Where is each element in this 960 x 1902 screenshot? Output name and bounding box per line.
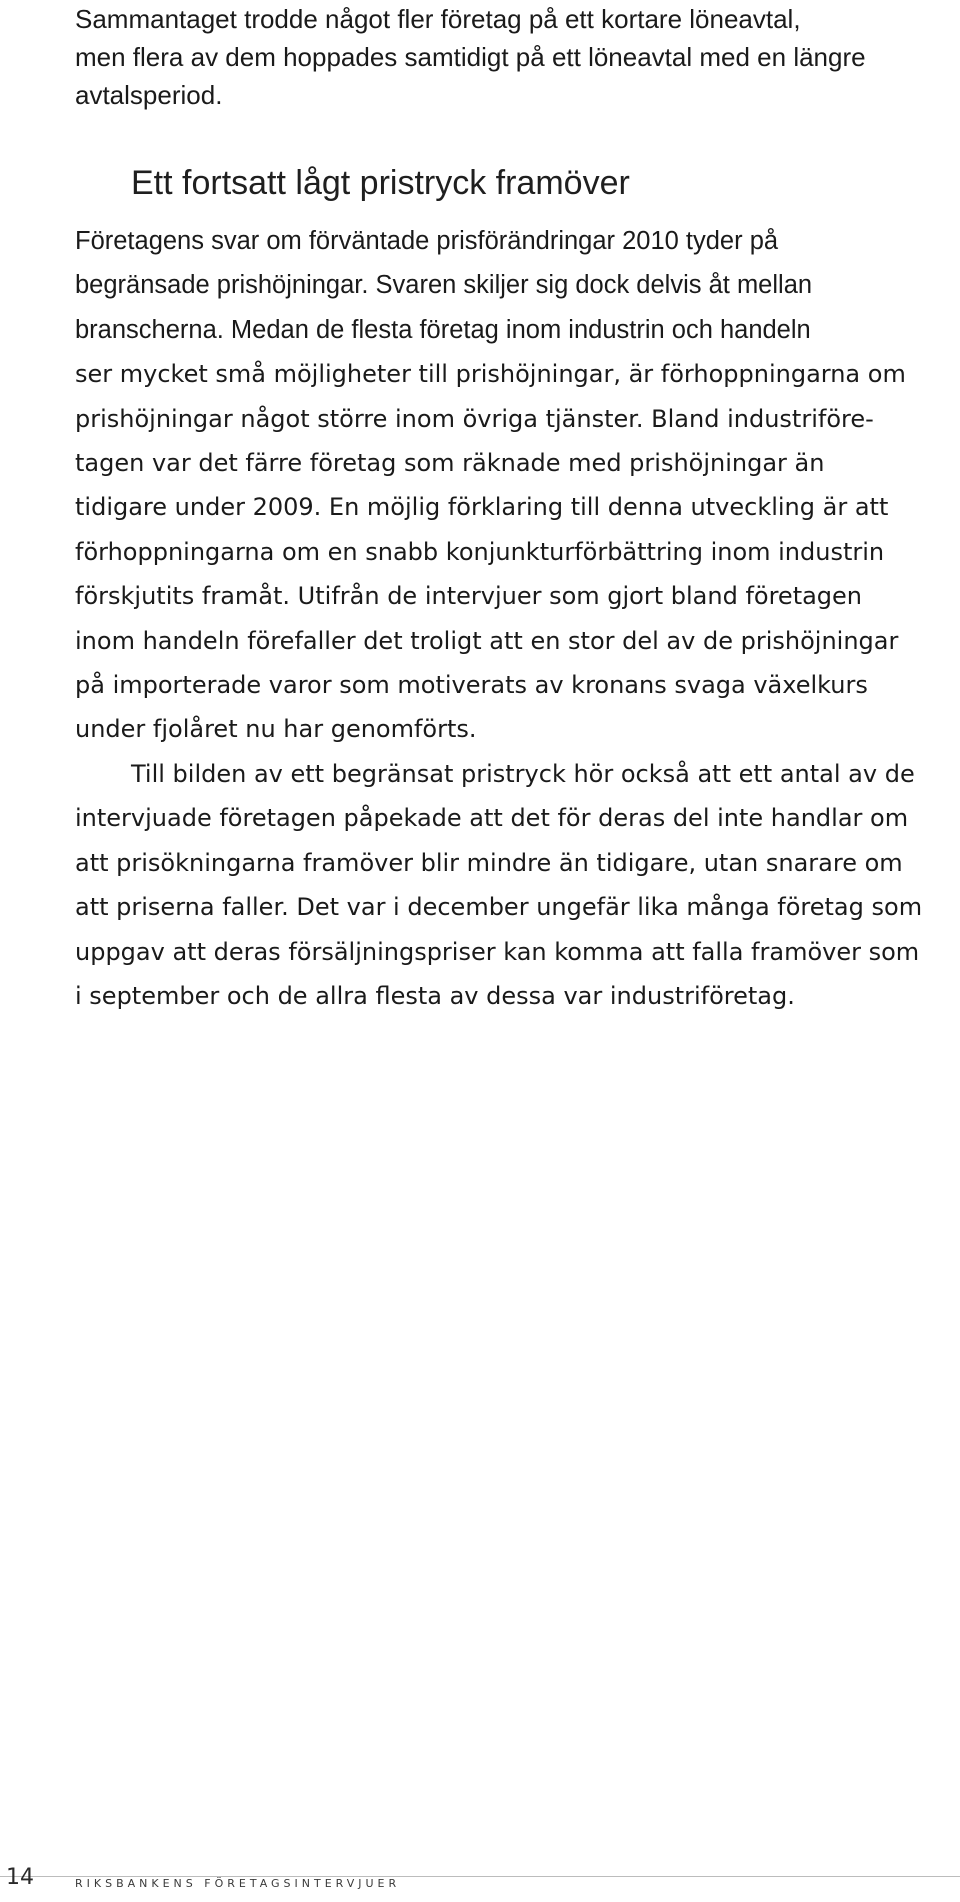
intro-line: Sammantaget trodde något fler företag på ett kortare löneavtal, — [75, 4, 801, 34]
running-title: RIKSBANKENS FÖRETAGSINTERVJUER — [75, 1877, 401, 1890]
page-number: 14 — [6, 1865, 34, 1890]
paragraph-line: på importerade varor som motiverats av kronans svaga växelkurs — [75, 671, 868, 700]
section-heading: Ett fortsatt lågt pristryck framöver — [131, 164, 630, 202]
paragraph-line: Företagens svar om förväntade prisförändringar 2010 tyder på — [75, 227, 779, 255]
paragraph-line: att priserna faller. Det var i december ungefär lika många företag som — [75, 893, 923, 922]
paragraph-line: inom handeln förefaller det troligt att en stor del av de prishöjningar — [75, 626, 899, 655]
paragraph-line: tagen var det färre företag som räknade med prishöjningar än — [75, 449, 825, 478]
paragraph-line: ser mycket små möjligheter till prishöjningar, är förhoppningarna om — [75, 360, 906, 389]
paragraph-line: förhoppningarna om en snabb konjunkturförbättring inom industrin — [75, 537, 885, 566]
page-footer — [0, 1865, 960, 1902]
paragraph-line: att prisökningarna framöver blir mindre än tidigare, utan snarare om — [75, 848, 903, 877]
paragraph-line: Till bilden av ett begränsat pristryck hör också att ett antal av de — [131, 759, 915, 788]
paragraph-line: uppgav att deras försäljningspriser kan komma att falla framöver som — [75, 937, 920, 966]
paragraph-line: i september och de allra flesta av dessa var industriföretag. — [75, 981, 795, 1010]
paragraph-line: förskjutits framåt. Utifrån de intervjuer som gjort bland företagen — [75, 582, 863, 611]
paragraph-line: prishöjningar något större inom övriga tjänster. Bland industriföre- — [75, 404, 874, 433]
paragraph-line: tidigare under 2009. En möjlig förklaring till denna utveckling är att — [75, 493, 889, 522]
paragraph-line: branscherna. Medan de flesta företag inom industrin och handeln — [75, 315, 811, 344]
paragraph-line: under fjolåret nu har genomförts. — [75, 715, 477, 744]
intro-line: avtalsperiod. — [75, 80, 223, 110]
paragraph-line: intervjuade företagen påpekade att det för deras del inte handlar om — [75, 804, 909, 833]
section-body — [75, 219, 945, 1018]
paragraph-2 — [75, 752, 945, 1018]
paragraph-1 — [75, 219, 945, 752]
intro-paragraph — [75, 0, 935, 114]
intro-line: men flera av dem hoppades samtidigt på ett löneavtal med en längre — [75, 42, 866, 72]
paragraph-line: begränsade prishöjningar. Svaren skiljer sig dock delvis åt mellan — [75, 271, 813, 300]
